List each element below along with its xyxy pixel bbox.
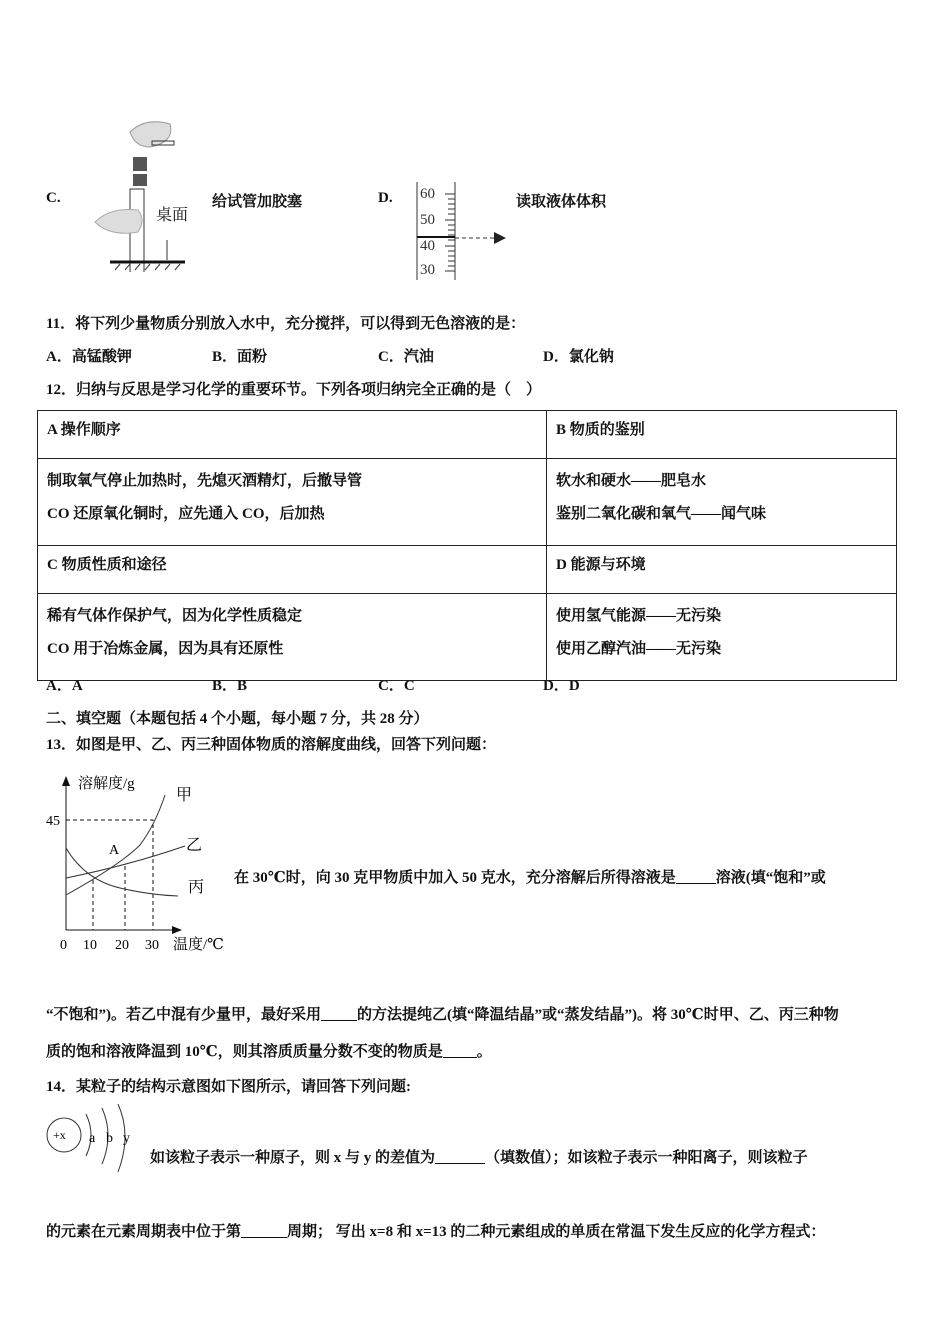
cell-line: 稀有气体作保护气，因为化学性质稳定 (47, 608, 303, 624)
eye-icon (494, 232, 506, 244)
text: 的元素在元素周期表中位于第 (46, 1224, 242, 1240)
x-tick: 10 (83, 938, 97, 953)
text: 在 30℃时，向 30 克甲物质中加入 50 克水，充分溶解后所得溶液是 (234, 870, 676, 886)
test-tube-stopper-figure (90, 112, 200, 272)
x-tick: 0 (60, 938, 67, 953)
q11-stem: 11．将下列少量物质分别放入水中，充分搅拌，可以得到无色溶液的是： (46, 316, 526, 332)
text: （填数值）；如该粒子表示一种阳离子，则该粒子 (485, 1150, 808, 1166)
answer-blank[interactable] (321, 1005, 357, 1021)
shell-a: a (89, 1131, 96, 1146)
q11-option-b: B．面粉 (212, 349, 268, 365)
q14-stem: 14．某粒子的结构示意图如下图所示，请回答下列问题: (46, 1079, 411, 1095)
q13-line3 (46, 1040, 492, 1061)
q11-option-d: D．氯化钠 (543, 349, 614, 365)
curve-label-jia: 甲 (176, 787, 193, 804)
point-a-label: A (109, 843, 120, 858)
tick-40: 40 (420, 238, 435, 254)
tick-60: 60 (420, 186, 435, 202)
desk-label: 桌面 (156, 207, 189, 224)
y-axis-label: 溶解度/g (78, 776, 135, 792)
tick-50: 50 (420, 212, 435, 228)
answer-blank[interactable] (435, 1148, 485, 1164)
cell-c-title: C 物质性质和途径 (38, 546, 547, 594)
cell-line: CO 还原氧化铜时，应先通入 CO，后加热 (47, 506, 325, 522)
tick-30: 30 (420, 262, 435, 278)
y-tick-45: 45 (46, 814, 60, 829)
cell-d-body (547, 594, 897, 681)
cell-line: CO 用于冶炼金属，因为具有还原性 (47, 641, 284, 657)
nucleus-label: +x (53, 1128, 66, 1142)
q14-line2 (46, 1220, 825, 1241)
text: “不饱和”)。若乙中混有少量甲，最好采用 (46, 1007, 321, 1023)
q11-option-a: A．高锰酸钾 (46, 349, 132, 365)
q12-option-b: B．B (212, 678, 248, 694)
cell-line: 使用乙醇汽油——无污染 (556, 641, 722, 657)
q13-stem: 13．如图是甲、乙、丙三种固体物质的溶解度曲线，回答下列问题： (46, 737, 497, 753)
text: 周期； 写出 x=8 和 x=13 的二种元素组成的单质在常温下发生反应的化学方程式： (287, 1224, 826, 1240)
curve-label-yi: 乙 (186, 837, 203, 854)
solubility-curve-figure (40, 770, 240, 955)
q14-line1 (150, 1146, 808, 1167)
option-d-text: 读取液体体积 (516, 194, 607, 210)
shell-y: y (123, 1131, 130, 1146)
text: 如该粒子表示一种原子，则 x 与 y 的差值为 (150, 1150, 436, 1166)
cell-b-body (547, 459, 897, 546)
answer-blank[interactable] (443, 1042, 477, 1058)
cell-a-body (38, 459, 547, 546)
x-tick: 20 (115, 938, 129, 953)
text: 质的饱和溶液降温到 10℃，则其溶质质量分数不变的物质是 (46, 1044, 443, 1060)
cell-b-title: B 物质的鉴别 (547, 411, 897, 459)
text: 的方法提纯乙(填“降温结晶”或“蒸发结晶”)。将 30℃时甲、乙、丙三种物 (357, 1007, 839, 1023)
q12-option-a: A．A (46, 678, 83, 694)
q13-line2 (46, 1003, 839, 1024)
q12-option-c: C．C (378, 678, 415, 694)
q12-option-d: D．D (543, 678, 580, 694)
x-tick: 30 (145, 938, 159, 953)
x-axis-label: 温度/℃ (173, 937, 224, 953)
q12-stem: 12．归纳与反思是学习化学的重要环节。下列各项归纳完全正确的是（ ） (46, 382, 542, 398)
text: 。 (476, 1044, 492, 1060)
graduated-cylinder-figure (410, 180, 520, 280)
cell-a-title: A 操作顺序 (38, 411, 547, 459)
cell-line: 鉴别二氧化碳和氧气——闻气味 (556, 506, 767, 522)
shell-b: b (106, 1131, 113, 1146)
cell-line: 制取氧气停止加热时，先熄灭酒精灯，后撤导管 (47, 473, 363, 489)
cell-d-title: D 能源与环境 (547, 546, 897, 594)
text: 溶液(填“饱和”或 (715, 870, 826, 886)
cell-line: 使用氢气能源——无污染 (556, 608, 722, 624)
q11-option-c: C．汽油 (378, 349, 434, 365)
option-c-text: 给试管加胶塞 (212, 194, 303, 210)
section-heading: 二、填空题（本题包括 4 个小题，每小题 7 分，共 28 分） (46, 711, 429, 727)
option-d-letter: D. (378, 190, 393, 206)
q13-line1 (234, 866, 826, 887)
option-c-letter: C. (46, 190, 61, 206)
cell-c-body (38, 594, 547, 681)
curve-label-bing: 丙 (188, 879, 205, 896)
cell-line: 软水和硬水——肥皂水 (556, 473, 707, 489)
curve-bing (66, 848, 178, 896)
answer-blank[interactable] (676, 868, 716, 884)
answer-blank[interactable] (241, 1222, 287, 1238)
q12-table (37, 410, 897, 681)
particle-structure-figure (44, 1102, 144, 1182)
